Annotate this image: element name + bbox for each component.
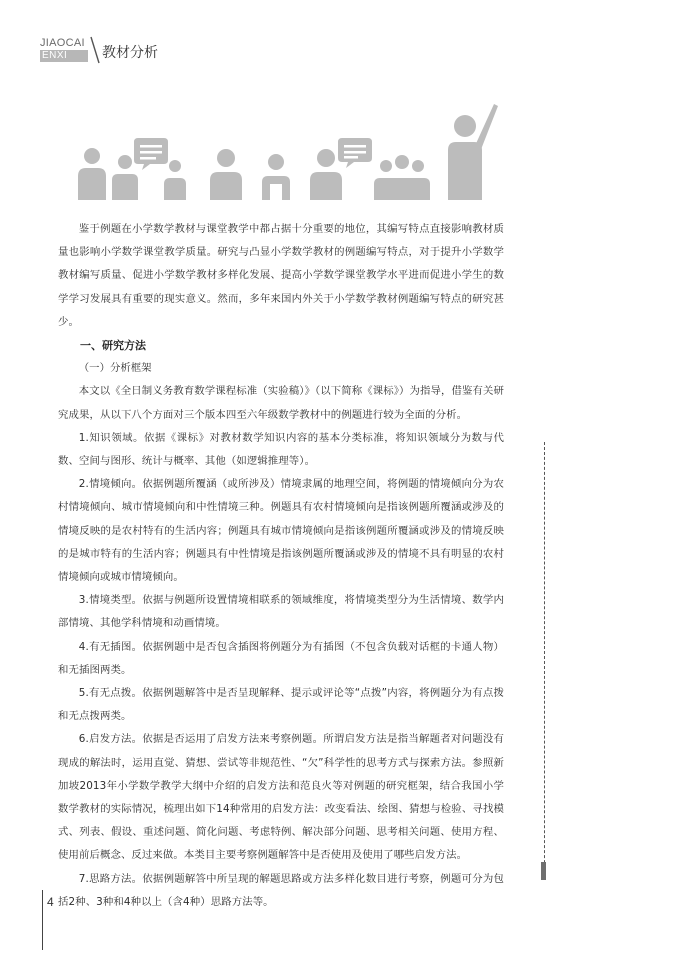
page-number: 4	[47, 895, 54, 909]
body-paragraph: 4.有无插图。依据例题中是否包含插图将例题分为有插图（不包含负载对话框的卡通人物）和无插图两类。	[58, 640, 504, 676]
body-paragraph: 3.情境类型。依据与例题所设置情境相联系的领域维度，将情境类型分为生活情境、数学内部情境、其他学科情境和动画情境。	[58, 594, 504, 630]
margin-dashed-rule	[544, 442, 545, 878]
body-paragraph: 2.情境倾向。依据例题所覆涵（或所涉及）情境隶属的地理空间，将例题的情境倾向分为农村情境倾向、城市情境倾向和中性情境三种。例题具有农村情境倾向是指该例题所覆涵或涉及的情境反映的是农村特有的生活内容；例题具有城市情境倾向是指该例题所覆涵或涉及的情境反映的是城市特有的生活内容；例题具有中性情境是指该例题所覆涵或涉及的情境不具有明显的农村情境倾向或城市情境倾向。	[58, 478, 504, 584]
body-paragraph: 1.知识领域。依据《课标》对教材数学知识内容的基本分类标准，将知识领域分为数与代数、空间与图形、统计与概率、其他（如逻辑推理等）。	[58, 431, 504, 468]
section-title: 教材分析	[102, 45, 158, 61]
logo-text-bottom: ENXI	[40, 50, 88, 62]
classroom-people-icon	[70, 96, 500, 200]
body-paragraph: 6.启发方法。依据是否运用了启发方法来考察例题。所谓启发方法是指当解题者对问题没有现成的解法时，运用直觉、猜想、尝试等非规范性、“欠”科学性的思考方式与探索方法。参照新加坡2013年小学数学教学大纲中介绍的启发方法和范良火等对例题的研究框架，结合我国小学数学教材的实际情况，梳理出如下14种常用的启发方法：改变看法、绘图、猜想与检验、寻找模式、列表、假设、重述问题、简化问题、考虑特例、解决部分问题、思考相关问题、使用方程、使用前后概念、反过来做。本类目主要考察例题解答中是否使用及使用了哪些启发方法。	[58, 733, 504, 862]
intro-paragraph: 鉴于例题在小学数学教材与课堂教学中都占据十分重要的地位，其编写特点直接影响教材质量也影响小学数学课堂教学质量。研究与凸显小学数学教材的例题编写特点，对于提升小学数学教材编写质量、促进小学数学教材多样化发展、提高小学数学课堂教学水平进而促进小学生的数学学习发展具有重要的现实意义。然而，多年来国内外关于小学数学教材例题编写特点的研究甚少。	[58, 223, 504, 328]
body-paragraph: 5.有无点拨。依据例题解答中是否呈现解释、提示或评论等“点拨”内容，将例题分为有点拨和无点拨两类。	[58, 687, 504, 723]
footer-rule	[42, 890, 43, 950]
logo-text-top: JIAOCAI	[40, 37, 85, 49]
subsection-heading: （一）分析框架	[78, 362, 152, 375]
body-paragraph: 7.思路方法。依据例题解答中所呈现的解题思路或方法多样化数目进行考察，例题可分为包括2种、3种和4种以上（含4种）思路方法等。	[58, 872, 504, 908]
margin-marker	[541, 862, 546, 880]
section-heading: 一、研究方法	[80, 339, 146, 353]
body-paragraph: 本文以《全日制义务教育数学课程标准（实验稿）》（以下简称《课标》）为指导，借鉴有关研究成果，从以下八个方面对三个版本四至六年级数学教材中的例题进行较为全面的分析。	[58, 385, 504, 421]
article-body	[58, 218, 504, 914]
logo-slash-icon	[90, 36, 100, 64]
